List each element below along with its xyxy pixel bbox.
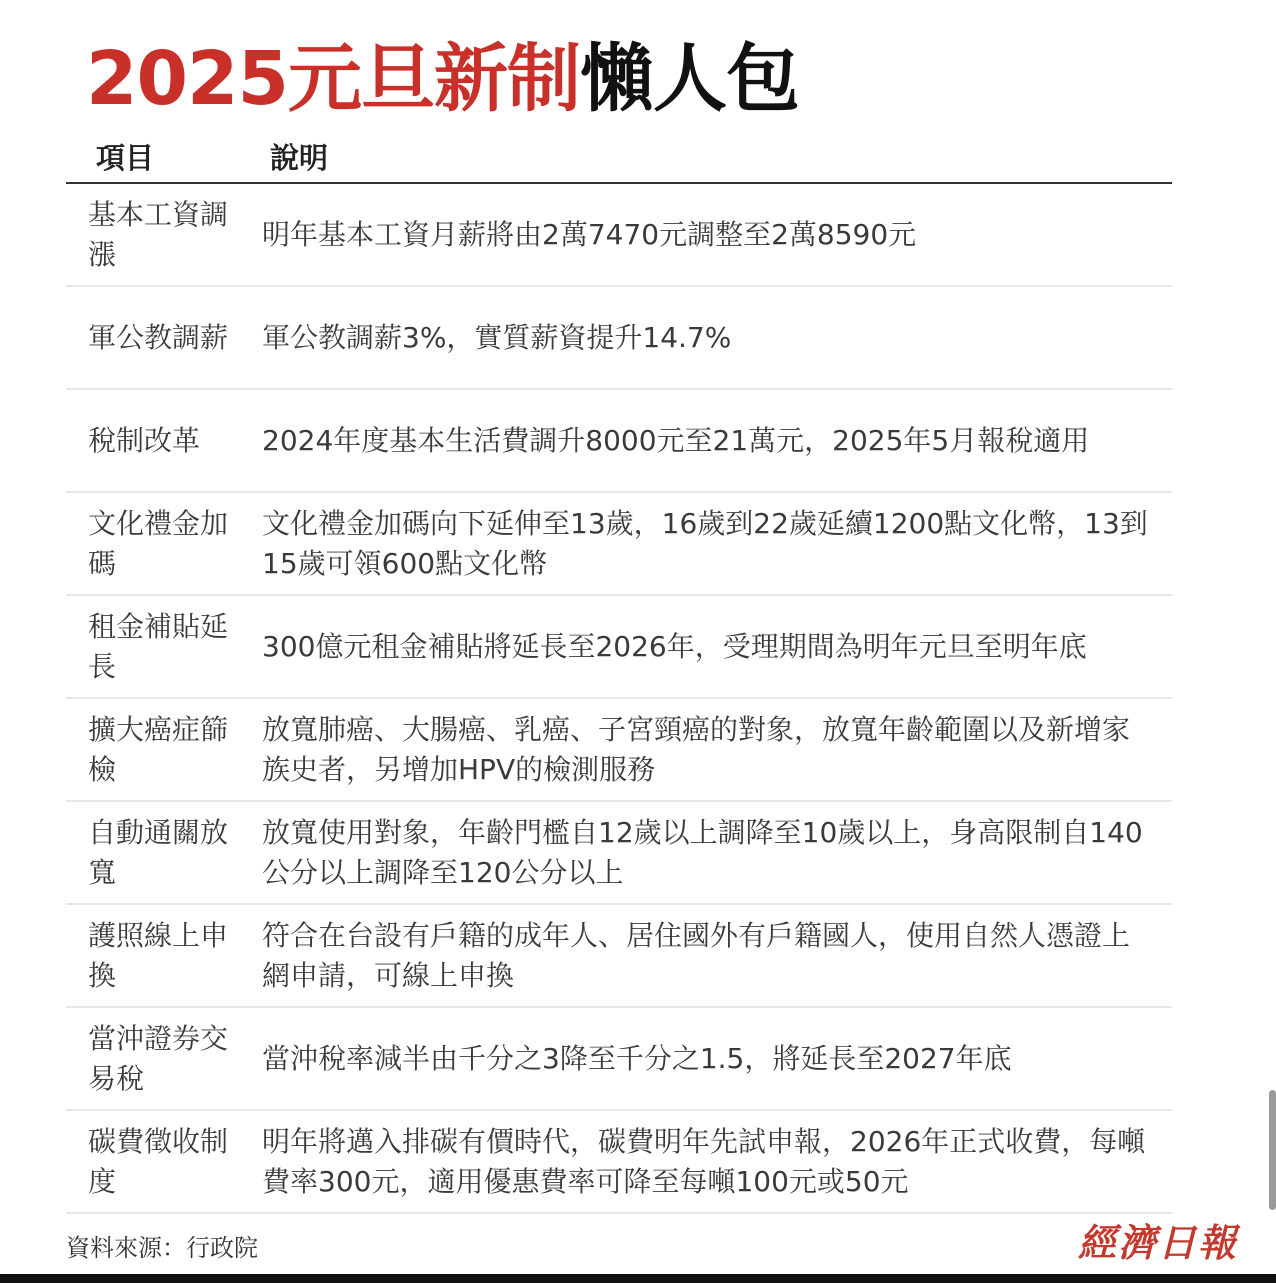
row-description: 文化禮金加碼向下延伸至13歲，16歲到22歲延續1200點文化幣，13到15歲可領600點文化幣 [262,506,1148,580]
row-description: 明年將邁入排碳有價時代，碳費明年先試申報，2026年正式收費，每噸費率300元，適用優惠費率可降至每噸100元或50元 [262,1124,1146,1198]
row-item: 當沖證券交易稅 [88,1021,229,1095]
header-description: 說明 [270,141,329,175]
table-row [66,493,1172,596]
row-description: 當沖稅率減半由千分之3降至千分之1.5，將延長至2027年底 [262,1041,1012,1075]
row-description: 2024年度基本生活費調升8000元至21萬元，2025年5月報稅適用 [262,423,1090,457]
table-row [66,802,1172,905]
table-header [66,128,1172,184]
row-item: 稅制改革 [88,423,201,457]
page-title [86,34,799,124]
row-description: 符合在台設有戶籍的成年人、居住國外有戶籍國人，使用自然人憑證上網申請，可線上申換 [262,918,1131,992]
row-item: 碳費徵收制度 [88,1124,229,1198]
row-description: 放寬使用對象，年齡門檻自12歲以上調降至10歲以上，身高限制自140公分以上調降至120公分以上 [262,815,1143,889]
row-description: 軍公教調薪3%，實質薪資提升14.7% [262,320,732,354]
table-row [66,1008,1172,1111]
table-row [66,596,1172,699]
row-item: 軍公教調薪 [88,320,229,354]
row-description: 明年基本工資月薪將由2萬7470元調整至2萬8590元 [262,217,917,251]
table-row [66,184,1172,287]
row-item: 護照線上申換 [88,918,229,992]
bottom-edge-bar [0,1274,1276,1283]
row-item: 擴大癌症篩檢 [88,712,229,786]
table-row [66,1111,1172,1214]
row-item: 基本工資調漲 [88,197,229,271]
policy-table [66,128,1172,1214]
table-row [66,699,1172,802]
scrollbar-thumb[interactable] [1269,1090,1276,1210]
row-item: 租金補貼延長 [88,609,229,683]
row-item: 自動通關放寬 [88,815,229,889]
row-description: 300億元租金補貼將延長至2026年，受理期間為明年元旦至明年底 [262,629,1087,663]
header-item: 項目 [96,141,155,175]
row-description: 放寬肺癌、大腸癌、乳癌、子宮頸癌的對象，放寬年齡範圍以及新增家族史者，另增加HPV的檢測服務 [262,712,1131,786]
table-row [66,390,1172,493]
data-source-note: 資料來源：行政院 [66,1234,258,1262]
title-highlight: 2025元旦新制 [86,36,580,122]
publisher-logo: 經濟日報 [1078,1220,1239,1265]
table-row [66,905,1172,1008]
title-suffix: 懶人包 [579,36,799,122]
row-item: 文化禮金加碼 [88,506,229,580]
table-row [66,287,1172,390]
